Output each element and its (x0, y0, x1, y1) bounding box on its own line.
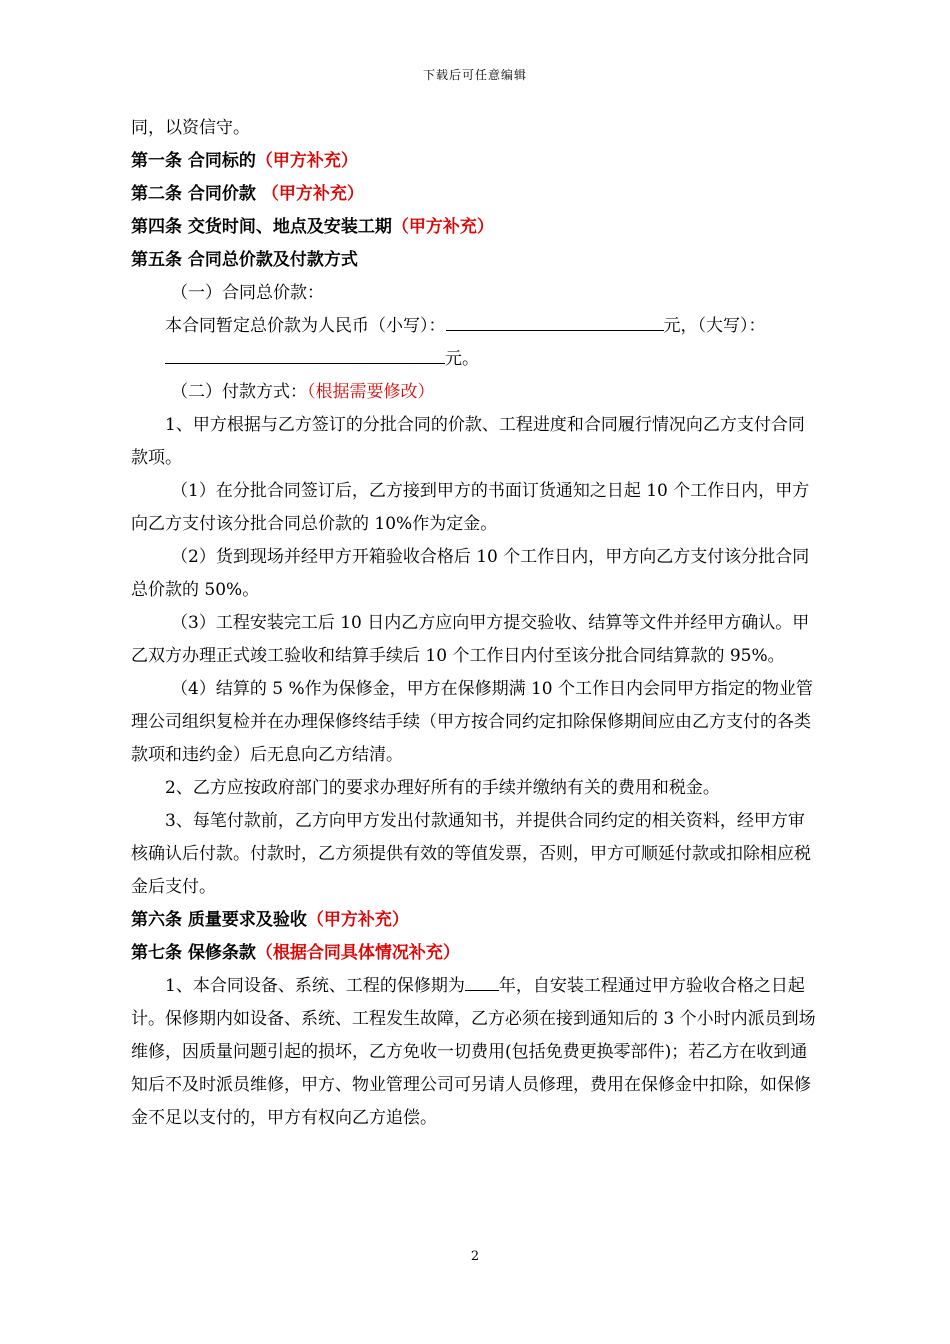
page-header: 下载后可任意编辑 (422, 68, 527, 82)
article-6-heading (131, 904, 821, 937)
payment-clause-3: 3、每笔付款前，乙方向甲方发出付款通知书，并提供合同约定的相关资料，经甲方审核确认后付款。付款时，乙方须提供有效的等值发票，否则，甲方可顺延付款或扣除相应税金后支付。 (131, 811, 811, 897)
total-price-heading: （一）合同总价款： (171, 283, 324, 303)
article-7-title: 第七条 保修条款 (131, 943, 256, 963)
payment-clause-1-1: （1）在分批合同签订后，乙方接到甲方的书面订货通知之日起 10 个工作日内，甲方向乙方支付该分批合同总价款的 10%作为定金。 (131, 481, 810, 534)
page-number: 2 (470, 1249, 480, 1264)
warranty-clause-1 (131, 970, 821, 1135)
payment-clause-1: 1、甲方根据与乙方签订的分批合同的价款、工程进度和合同履行情况向乙方支付合同款项。 (131, 415, 805, 468)
warranty-clause-1-start: 1、本合同设备、系统、工程的保修期为 (165, 976, 465, 996)
total-price-unit: 元。 (445, 349, 479, 369)
total-price-label-small: 本合同暂定总价款为人民币（小写）： (165, 316, 446, 336)
article-1-title: 第一条 合同标的 (131, 151, 256, 171)
payment-clause-1-2: （2）货到现场并经甲方开箱验收合格后 10 个工作日内，甲方向乙方支付该分批合同总价款的 50%。 (131, 547, 810, 600)
warranty-clause-1-rest: 年，自安装工程通过甲方验收合格之日起计。保修期内如设备、系统、工程发生故障，乙方必须在接到通知后的 3 个小时内派员到场维修，因质量问题引起的损坏，乙方免收一切费用(包括免费更换零部件)；若乙方在收到通知后不及时派员维修，甲方、物业管理公司可另请人员修理，费用在保修金中扣除，如保修金不足以支付的，甲方有权向乙方追偿。 (131, 976, 816, 1128)
document-body (131, 112, 821, 1135)
article-1-note: （甲方补充） (255, 151, 358, 171)
payment-clause-1-4: （4）结算的 5 %作为保修金，甲方在保修期满 10 个工作日内会同甲方指定的物业管理公司组织复检并在办理保修终结手续（甲方按合同约定扣除保修期间应由乙方支付的各类款项和违约金）后无息向乙方结清。 (131, 679, 814, 765)
payment-method-label: （二）付款方式： (171, 382, 307, 402)
payment-clause-1-3: （3）工程安装完工后 10 日内乙方应向甲方提交验收、结算等文件并经甲方确认。甲乙双方办理正式竣工验收和结算手续后 10 个工作日内付至该分批合同结算款的 95%。 (131, 613, 810, 666)
article-2-heading (131, 178, 821, 211)
article-6-title: 第六条 质量要求及验收 (131, 910, 307, 930)
total-price-label-capital: 元，（大写）： (663, 316, 766, 336)
article-1-heading (131, 145, 821, 178)
total-price-clause (131, 310, 821, 343)
article-2-note: （甲方补充） (261, 184, 364, 204)
article-7-heading (131, 937, 821, 970)
article-4-note: （甲方补充） (391, 217, 494, 237)
payment-clause-2: 2、乙方应按政府部门的要求办理好所有的手续并缴纳有关的费用和税金。 (165, 778, 720, 798)
article-2-title: 第二条 合同价款 (131, 184, 262, 204)
continued-line: 同，以资信守。 (131, 118, 250, 138)
article-5-heading: 第五条 合同总价款及付款方式 (131, 250, 358, 270)
total-price-capital-line (131, 343, 821, 376)
article-7-note: （根据合同具体情况补充） (255, 943, 460, 963)
article-6-note: （甲方补充） (306, 910, 409, 930)
amount-capital-blank (165, 344, 445, 364)
amount-small-blank (446, 311, 664, 331)
article-4-title: 第四条 交货时间、地点及安装工期 (131, 217, 392, 237)
payment-method-heading (131, 376, 821, 409)
warranty-years-blank (465, 971, 499, 991)
payment-method-note: （根据需要修改） (307, 382, 435, 402)
article-4-heading (131, 211, 821, 244)
